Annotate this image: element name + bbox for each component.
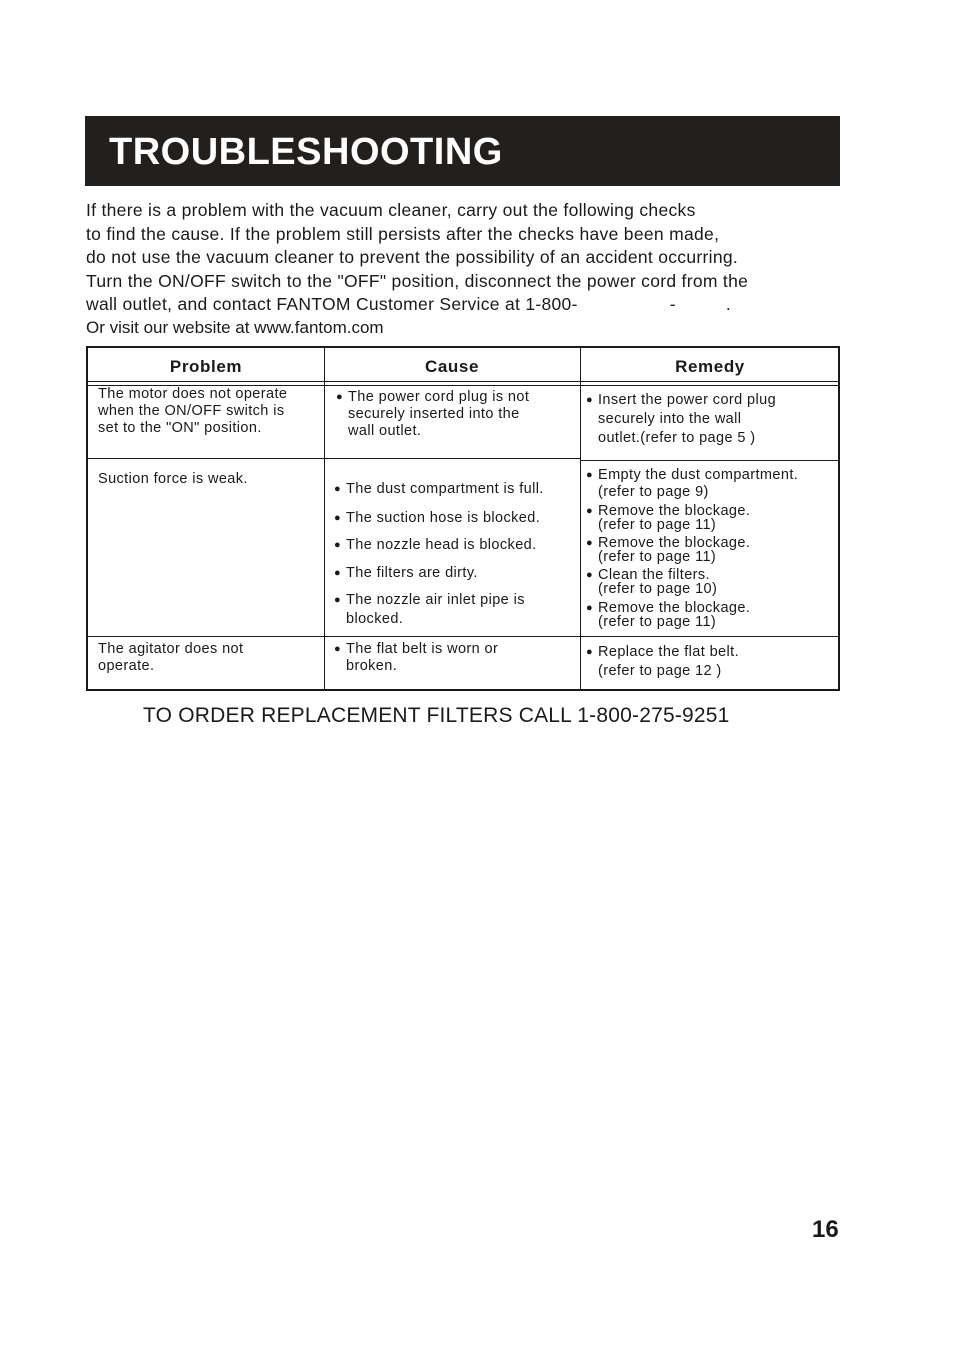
cause-text: The suction hose is blocked. — [346, 510, 541, 526]
problem-cell — [98, 386, 287, 437]
problem-text: The motor does not operate — [98, 386, 288, 402]
bullet-icon: ● — [336, 391, 344, 403]
bullet-icon: ● — [586, 537, 594, 549]
title-bar — [85, 116, 840, 186]
remedy-text: (refer to page 11) — [598, 549, 717, 565]
cause-item — [336, 389, 529, 440]
remedy-text: (refer to page 10) — [598, 581, 718, 597]
cause-item — [334, 510, 540, 527]
contact-line — [86, 293, 846, 317]
bullet-icon: ● — [586, 569, 594, 581]
bullet-icon: ● — [334, 512, 342, 524]
bullet-icon: ● — [586, 602, 594, 614]
header-problem: Problem — [169, 357, 243, 376]
remedy-item — [586, 643, 739, 681]
remedy-text: Remove the blockage. — [598, 600, 751, 616]
cause-text: blocked. — [346, 611, 404, 627]
problem-text: The agitator does not — [98, 641, 244, 657]
bullet-icon: ● — [586, 646, 594, 658]
remedy-text: Clean the filters. — [598, 567, 710, 583]
cause-item — [334, 565, 478, 582]
page-number: 16 — [812, 1216, 839, 1243]
bullet-icon: ● — [334, 483, 342, 495]
intro-line: If there is a problem with the vacuum cleaner, carry out the following checks — [86, 200, 696, 220]
bullet-icon: ● — [334, 539, 342, 551]
header-divider — [88, 381, 838, 382]
cause-text: securely inserted into the — [348, 406, 520, 422]
cause-text: broken. — [346, 658, 398, 674]
problem-cell — [98, 471, 248, 488]
order-filters-line: TO ORDER REPLACEMENT FILTERS CALL 1-800-275-9251 — [143, 704, 730, 727]
column-divider — [580, 348, 581, 689]
cause-item — [334, 641, 498, 675]
remedy-text: Remove the blockage. — [598, 503, 751, 519]
cause-text: The dust compartment is full. — [346, 481, 544, 497]
troubleshooting-table — [86, 346, 840, 691]
cause-text: The nozzle head is blocked. — [346, 537, 537, 553]
intro-line: to find the cause. If the problem still persists after the checks have been made, — [86, 223, 720, 244]
header-cause: Cause — [424, 357, 480, 376]
cause-text: The filters are dirty. — [346, 565, 478, 581]
website-line: Or visit our website at www.fantom.com — [86, 317, 384, 337]
intro-line: Turn the ON/OFF switch to the "OFF" position, disconnect the power cord from the — [86, 270, 749, 291]
bullet-icon: ● — [586, 505, 594, 517]
problem-text: operate. — [98, 658, 155, 674]
remedy-item — [586, 568, 717, 596]
contact-dash: - — [669, 294, 676, 314]
problem-cell — [98, 641, 243, 675]
cause-item — [334, 591, 525, 629]
intro-paragraph — [86, 199, 846, 338]
page-title: TROUBLESHOOTING — [109, 131, 503, 173]
remedy-text: (refer to page 11) — [598, 517, 717, 533]
remedy-text: securely into the wall — [598, 411, 742, 427]
cause-item — [334, 481, 544, 498]
cause-item — [334, 537, 537, 554]
cause-text: wall outlet. — [348, 423, 422, 439]
remedy-text: Remove the blockage. — [598, 535, 751, 551]
contact-prefix: wall outlet, and contact FANTOM Customer Service at 1-800- — [86, 294, 578, 314]
remedy-text: (refer to page 11) — [598, 614, 717, 630]
remedy-item — [586, 391, 776, 448]
remedy-text: Insert the power cord plug — [598, 392, 777, 408]
row-divider — [88, 458, 580, 459]
row-divider — [580, 460, 838, 461]
remedy-text: Replace the flat belt. — [598, 644, 739, 660]
bullet-icon: ● — [586, 469, 594, 481]
bullet-icon: ● — [334, 594, 342, 606]
bullet-icon: ● — [334, 567, 342, 579]
cause-text: The power cord plug is not — [348, 389, 530, 405]
remedy-text: Empty the dust compartment. — [598, 467, 799, 483]
row-divider — [88, 636, 838, 637]
cause-text: The nozzle air inlet pipe is — [346, 592, 525, 608]
contact-end: . — [725, 294, 732, 314]
intro-line: do not use the vacuum cleaner to prevent the possibility of an accident occurring. — [86, 247, 739, 267]
bullet-icon: ● — [586, 394, 594, 406]
problem-text: when the ON/OFF switch is — [98, 403, 285, 419]
remedy-text: (refer to page 9) — [598, 484, 709, 500]
remedy-item — [586, 467, 798, 501]
remedy-text: outlet.(refer to page 5 ) — [598, 430, 756, 446]
column-divider — [324, 348, 325, 689]
problem-text: set to the "ON" position. — [98, 420, 262, 436]
remedy-text: (refer to page 12 ) — [598, 663, 722, 679]
bullet-icon: ● — [334, 643, 342, 655]
remedy-item — [586, 536, 750, 564]
header-remedy: Remedy — [675, 357, 745, 376]
problem-text: Suction force is weak. — [98, 471, 248, 487]
remedy-item — [586, 504, 750, 532]
cause-text: The flat belt is worn or — [346, 641, 499, 657]
remedy-item — [586, 601, 750, 629]
